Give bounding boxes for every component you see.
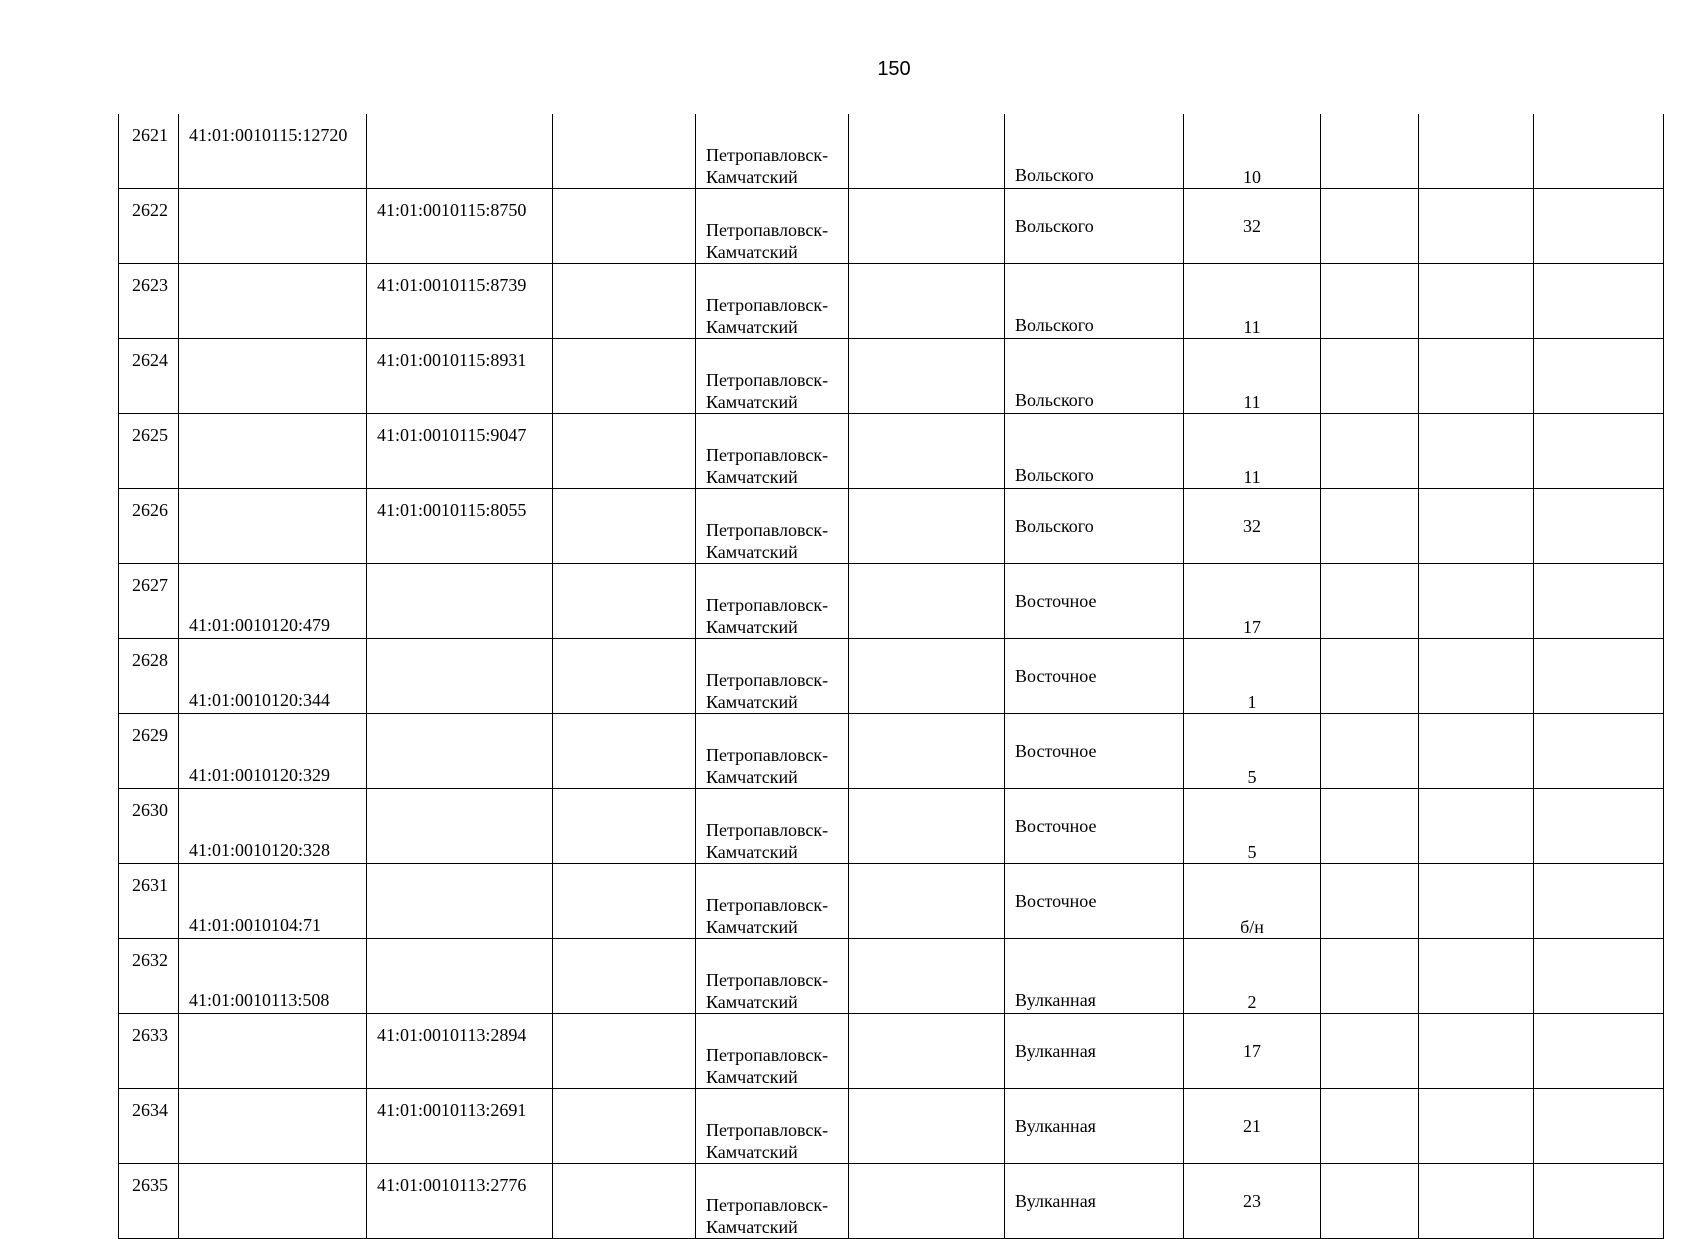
city-cell: Петропавловск-Камчатский: [696, 414, 849, 489]
empty-cell: [1419, 1014, 1534, 1089]
empty-cell: [1534, 1089, 1664, 1164]
empty-cell: [849, 639, 1005, 714]
empty-cell: [553, 414, 696, 489]
city-cell: Петропавловск-Камчатский: [696, 489, 849, 564]
empty-cell: [1534, 189, 1664, 264]
empty-cell: [553, 114, 696, 189]
table-row: [119, 489, 1664, 564]
house-number-cell: 5: [1184, 714, 1321, 789]
table-row: [119, 1014, 1664, 1089]
empty-cell: [1321, 564, 1419, 639]
table-row: [119, 639, 1664, 714]
empty-cell: [1534, 264, 1664, 339]
empty-cell: [1419, 714, 1534, 789]
empty-cell: [1534, 864, 1664, 939]
cadastral-number-object: [367, 939, 553, 1014]
row-number: 2629: [119, 714, 179, 789]
row-number: 2635: [119, 1164, 179, 1239]
table-row: [119, 864, 1664, 939]
city-cell: Петропавловск-Камчатский: [696, 714, 849, 789]
street-cell: Вулканная: [1005, 1164, 1184, 1239]
empty-cell: [553, 1164, 696, 1239]
street-cell: Вольского: [1005, 339, 1184, 414]
house-number-cell: 23: [1184, 1164, 1321, 1239]
cadastral-number-land: [179, 1164, 367, 1239]
empty-cell: [849, 564, 1005, 639]
row-number: 2632: [119, 939, 179, 1014]
house-number-cell: 11: [1184, 414, 1321, 489]
empty-cell: [849, 264, 1005, 339]
city-cell: Петропавловск-Камчатский: [696, 939, 849, 1014]
cadastral-number-land: 41:01:0010115:12720: [179, 114, 367, 189]
empty-cell: [849, 789, 1005, 864]
cadastral-number-object: [367, 564, 553, 639]
empty-cell: [1419, 939, 1534, 1014]
row-number: 2628: [119, 639, 179, 714]
empty-cell: [1534, 639, 1664, 714]
cadastral-number-object: 41:01:0010115:8055: [367, 489, 553, 564]
empty-cell: [849, 1164, 1005, 1239]
empty-cell: [553, 1089, 696, 1164]
table-row: [119, 789, 1664, 864]
cadastral-number-object: 41:01:0010115:8739: [367, 264, 553, 339]
empty-cell: [1419, 864, 1534, 939]
empty-cell: [553, 489, 696, 564]
house-number-cell: 32: [1184, 189, 1321, 264]
empty-cell: [1534, 1014, 1664, 1089]
cadastral-number-object: 41:01:0010115:8750: [367, 189, 553, 264]
empty-cell: [1419, 789, 1534, 864]
street-cell: Вулканная: [1005, 1014, 1184, 1089]
empty-cell: [849, 1014, 1005, 1089]
cadastral-number-object: [367, 864, 553, 939]
empty-cell: [1321, 339, 1419, 414]
street-cell: Вольского: [1005, 114, 1184, 189]
city-cell: Петропавловск-Камчатский: [696, 1014, 849, 1089]
city-cell: Петропавловск-Камчатский: [696, 189, 849, 264]
empty-cell: [849, 339, 1005, 414]
empty-cell: [1419, 264, 1534, 339]
empty-cell: [1321, 1014, 1419, 1089]
registry-table: [118, 114, 1664, 1239]
empty-cell: [1534, 114, 1664, 189]
house-number-cell: 10: [1184, 114, 1321, 189]
street-cell: Восточное: [1005, 564, 1184, 639]
cadastral-number-object: [367, 639, 553, 714]
table-row: [119, 1164, 1664, 1239]
empty-cell: [1534, 414, 1664, 489]
table-row: [119, 564, 1664, 639]
cadastral-number-object: [367, 114, 553, 189]
empty-cell: [1419, 414, 1534, 489]
street-cell: Вольского: [1005, 489, 1184, 564]
empty-cell: [849, 864, 1005, 939]
cadastral-number-land: 41:01:0010120:479: [179, 564, 367, 639]
empty-cell: [553, 789, 696, 864]
house-number-cell: б/н: [1184, 864, 1321, 939]
cadastral-number-object: [367, 789, 553, 864]
cadastral-number-land: [179, 264, 367, 339]
house-number-cell: 21: [1184, 1089, 1321, 1164]
cadastral-number-object: 41:01:0010113:2691: [367, 1089, 553, 1164]
table-row: [119, 414, 1664, 489]
empty-cell: [1419, 189, 1534, 264]
cadastral-number-object: 41:01:0010115:9047: [367, 414, 553, 489]
table-row: [119, 189, 1664, 264]
street-cell: Вольского: [1005, 264, 1184, 339]
table-row: [119, 1089, 1664, 1164]
empty-cell: [1321, 189, 1419, 264]
empty-cell: [553, 339, 696, 414]
row-number: 2631: [119, 864, 179, 939]
empty-cell: [1534, 939, 1664, 1014]
empty-cell: [1534, 339, 1664, 414]
page-number: 150: [877, 58, 911, 80]
table-row: [119, 939, 1664, 1014]
row-number: 2630: [119, 789, 179, 864]
city-cell: Петропавловск-Камчатский: [696, 114, 849, 189]
empty-cell: [1321, 489, 1419, 564]
house-number-cell: 2: [1184, 939, 1321, 1014]
street-cell: Восточное: [1005, 789, 1184, 864]
street-cell: Восточное: [1005, 639, 1184, 714]
city-cell: Петропавловск-Камчатский: [696, 1164, 849, 1239]
empty-cell: [1534, 714, 1664, 789]
cadastral-number-object: [367, 714, 553, 789]
cadastral-number-object: 41:01:0010115:8931: [367, 339, 553, 414]
row-number: 2624: [119, 339, 179, 414]
empty-cell: [1419, 114, 1534, 189]
city-cell: Петропавловск-Камчатский: [696, 1089, 849, 1164]
city-cell: Петропавловск-Камчатский: [696, 264, 849, 339]
cadastral-number-land: 41:01:0010104:71: [179, 864, 367, 939]
cadastral-number-land: [179, 1014, 367, 1089]
street-cell: Вольского: [1005, 414, 1184, 489]
empty-cell: [553, 939, 696, 1014]
row-number: 2623: [119, 264, 179, 339]
empty-cell: [553, 864, 696, 939]
street-cell: Восточное: [1005, 714, 1184, 789]
empty-cell: [1321, 1164, 1419, 1239]
street-cell: Вулканная: [1005, 1089, 1184, 1164]
cadastral-number-land: 41:01:0010120:329: [179, 714, 367, 789]
empty-cell: [1321, 939, 1419, 1014]
street-cell: Вольского: [1005, 189, 1184, 264]
cadastral-number-land: [179, 189, 367, 264]
empty-cell: [1419, 489, 1534, 564]
empty-cell: [849, 714, 1005, 789]
empty-cell: [1321, 264, 1419, 339]
city-cell: Петропавловск-Камчатский: [696, 864, 849, 939]
registry-table-body: [119, 114, 1664, 1239]
house-number-cell: 32: [1184, 489, 1321, 564]
table-row: [119, 714, 1664, 789]
empty-cell: [1534, 489, 1664, 564]
empty-cell: [849, 489, 1005, 564]
empty-cell: [1321, 639, 1419, 714]
cadastral-number-land: [179, 339, 367, 414]
house-number-cell: 5: [1184, 789, 1321, 864]
row-number: 2621: [119, 114, 179, 189]
empty-cell: [849, 189, 1005, 264]
empty-cell: [1321, 1089, 1419, 1164]
street-cell: Вулканная: [1005, 939, 1184, 1014]
row-number: 2625: [119, 414, 179, 489]
city-cell: Петропавловск-Камчатский: [696, 639, 849, 714]
empty-cell: [1321, 414, 1419, 489]
cadastral-number-land: [179, 1089, 367, 1164]
empty-cell: [553, 639, 696, 714]
row-number: 2633: [119, 1014, 179, 1089]
row-number: 2627: [119, 564, 179, 639]
empty-cell: [1534, 564, 1664, 639]
empty-cell: [1419, 564, 1534, 639]
table-row: [119, 114, 1664, 189]
cadastral-number-land: 41:01:0010120:344: [179, 639, 367, 714]
cadastral-number-land: 41:01:0010120:328: [179, 789, 367, 864]
empty-cell: [553, 264, 696, 339]
street-cell: Восточное: [1005, 864, 1184, 939]
house-number-cell: 11: [1184, 339, 1321, 414]
empty-cell: [553, 1014, 696, 1089]
empty-cell: [553, 714, 696, 789]
empty-cell: [553, 564, 696, 639]
cadastral-number-land: 41:01:0010113:508: [179, 939, 367, 1014]
empty-cell: [1321, 864, 1419, 939]
cadastral-number-land: [179, 489, 367, 564]
empty-cell: [1534, 1164, 1664, 1239]
city-cell: Петропавловск-Камчатский: [696, 564, 849, 639]
empty-cell: [1419, 639, 1534, 714]
empty-cell: [849, 1089, 1005, 1164]
city-cell: Петропавловск-Камчатский: [696, 339, 849, 414]
empty-cell: [1419, 1089, 1534, 1164]
empty-cell: [849, 939, 1005, 1014]
table-row: [119, 264, 1664, 339]
cadastral-number-land: [179, 414, 367, 489]
house-number-cell: 11: [1184, 264, 1321, 339]
empty-cell: [1321, 114, 1419, 189]
empty-cell: [553, 189, 696, 264]
empty-cell: [849, 414, 1005, 489]
table-row: [119, 339, 1664, 414]
empty-cell: [1534, 789, 1664, 864]
city-cell: Петропавловск-Камчатский: [696, 789, 849, 864]
empty-cell: [849, 114, 1005, 189]
empty-cell: [1321, 714, 1419, 789]
row-number: 2626: [119, 489, 179, 564]
row-number: 2622: [119, 189, 179, 264]
cadastral-number-object: 41:01:0010113:2894: [367, 1014, 553, 1089]
house-number-cell: 17: [1184, 564, 1321, 639]
empty-cell: [1419, 339, 1534, 414]
row-number: 2634: [119, 1089, 179, 1164]
house-number-cell: 1: [1184, 639, 1321, 714]
house-number-cell: 17: [1184, 1014, 1321, 1089]
empty-cell: [1321, 789, 1419, 864]
cadastral-number-object: 41:01:0010113:2776: [367, 1164, 553, 1239]
empty-cell: [1419, 1164, 1534, 1239]
